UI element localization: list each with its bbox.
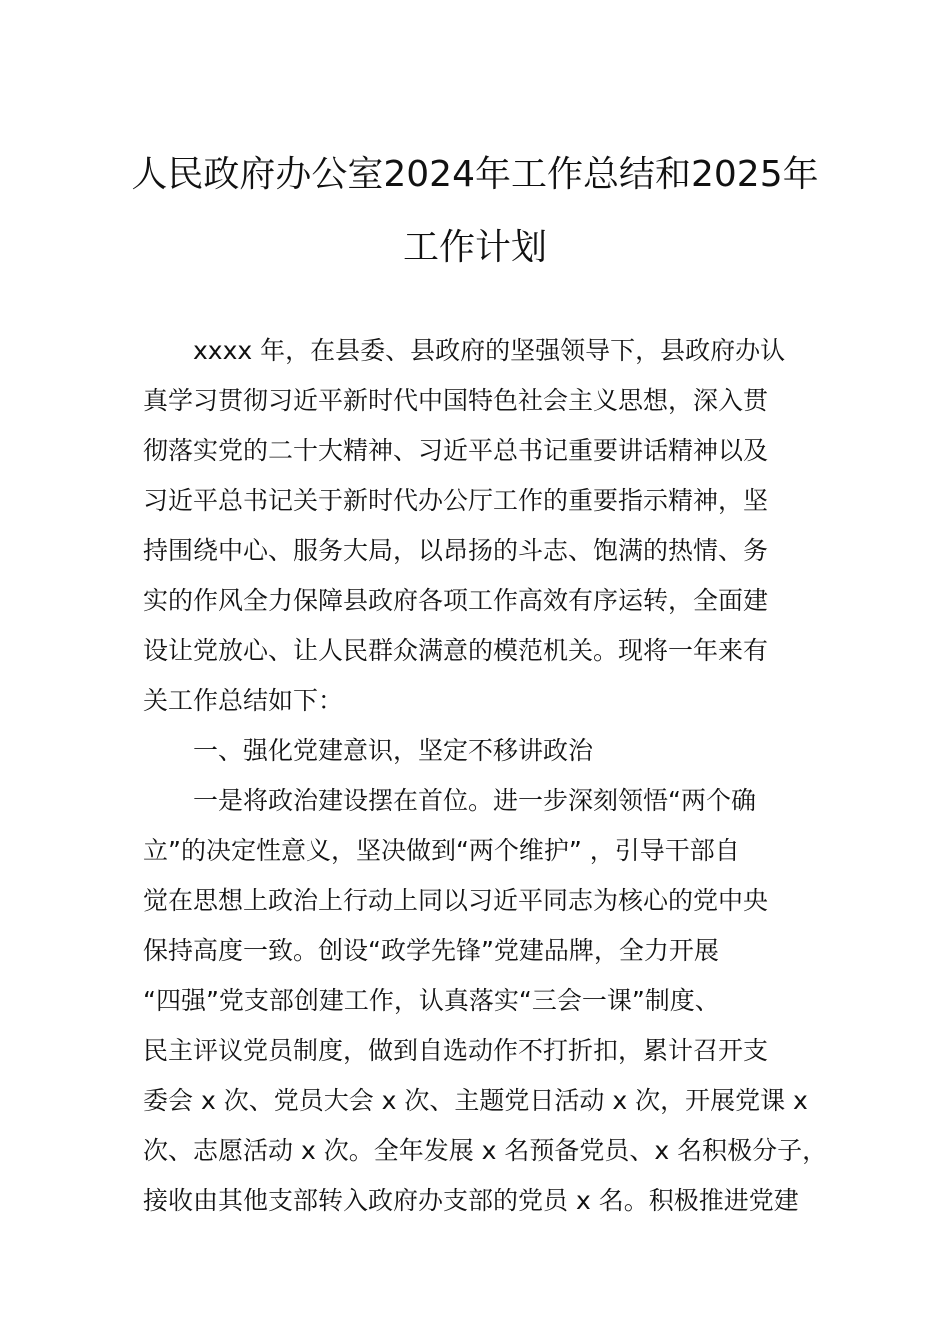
paragraph-line: 接收由其他支部转入政府办支部的党员 x 名。积极推进党建 (143, 1186, 799, 1215)
paragraph-line: 彻落实党的二十大精神、习近平总书记重要讲话精神以及 (143, 436, 769, 465)
paragraph-line: 一是将政治建设摆在首位。进一步深刻领悟“两个确 (193, 786, 756, 815)
paragraph-line: 立”的决定性意义，坚决做到“两个维护” ，引导干部自 (143, 836, 740, 865)
paragraph-line: 关工作总结如下： (143, 686, 344, 715)
paragraph-line: 保持高度一致。创设“政学先锋”党建品牌，全力开展 (143, 936, 719, 965)
document-title-line-2: 工作计划 (402, 227, 547, 268)
paragraph-line: 委会 x 次、党员大会 x 次、主题党日活动 x 次，开展党课 x (143, 1086, 808, 1115)
section-paragraph (143, 776, 828, 1226)
paragraph-line: 习近平总书记关于新时代办公厅工作的重要指示精神，坚 (143, 486, 769, 515)
intro-paragraph (143, 326, 808, 726)
paragraph-line: 实的作风全力保障县政府各项工作高效有序运转，全面建 (143, 586, 769, 615)
document-title-line-1: 人民政府办公室2024年工作总结和2025年 (131, 154, 819, 195)
paragraph-line: 真学习贯彻习近平新时代中国特色社会主义思想，深入贯 (143, 386, 769, 415)
section-heading-text: 一、强化党建意识，坚定不移讲政治 (193, 736, 594, 765)
paragraph-line: 觉在思想上政治上行动上同以习近平同志为核心的党中央 (143, 886, 769, 915)
paragraph-line: xxxx 年，在县委、县政府的坚强领导下，县政府办认 (193, 336, 786, 365)
paragraph-line: 次、志愿活动 x 次。全年发展 x 名预备党员、x 名积极分子， (143, 1136, 828, 1165)
section-heading (143, 726, 808, 776)
paragraph-line: 设让党放心、让人民群众满意的模范机关。现将一年来有 (143, 636, 769, 665)
paragraph-line: 民主评议党员制度，做到自选动作不打折扣，累计召开支 (143, 1036, 769, 1065)
paragraph-line: 持围绕中心、服务大局，以昂扬的斗志、饱满的热情、务 (143, 536, 769, 565)
paragraph-line: “四强”党支部创建工作，认真落实“三会一课”制度、 (143, 986, 720, 1015)
